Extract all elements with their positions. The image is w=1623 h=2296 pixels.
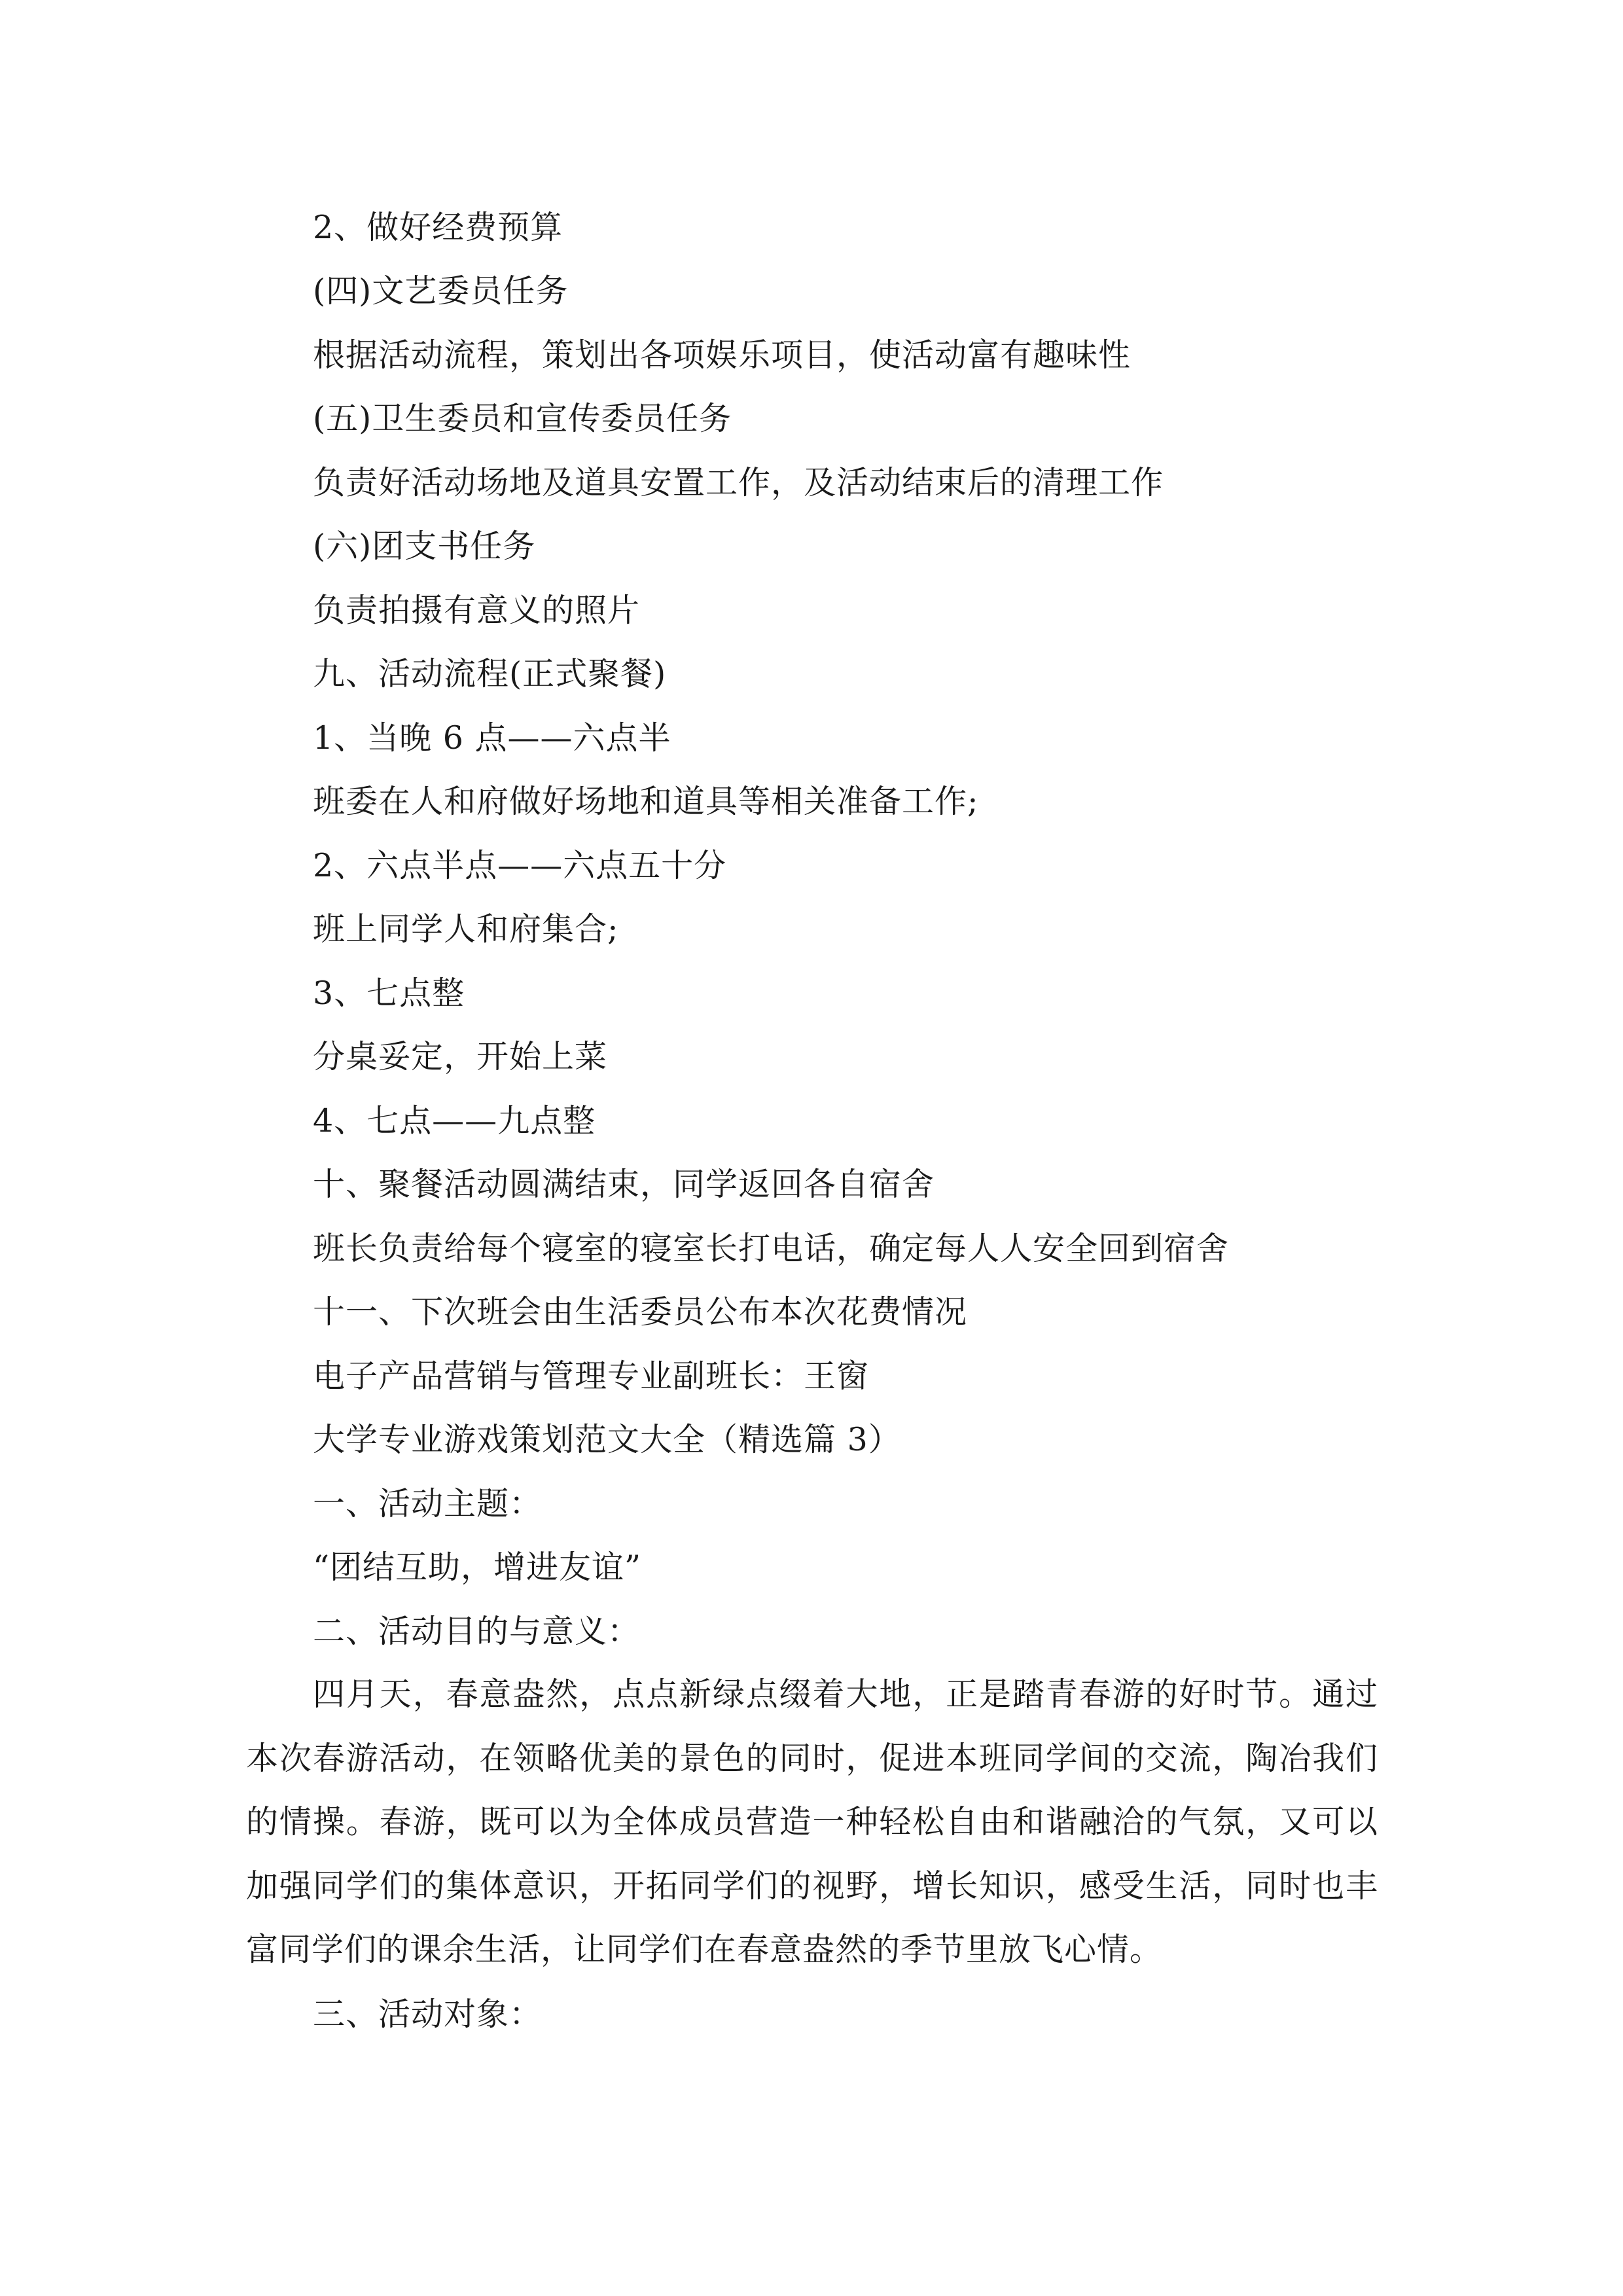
text-line: (六)团支书任务 <box>313 528 536 565</box>
section-heading: 二、活动目的与意义： <box>313 1613 641 1650</box>
section-heading: 十一、下次班会由生活委员公布本次花费情况 <box>313 1293 968 1331</box>
text-line: 4、七点——九点整 <box>313 1102 596 1139</box>
text-line: 根据活动流程，策划出各项娱乐项目，使活动富有趣味性 <box>313 336 1132 374</box>
body-paragraph: 四月天，春意盎然，点点新绿点缀着大地，正是踏青春游的好时节。通过本次春游活动，在领略优美的景色的同时，促进本班同学间的交流，陶冶我们的情操。春游，既可以为全体成员营造一种轻松自由和谐融洽的气氛，又可以加强同学们的集体意识，开拓同学们的视野，增长知识，感受生活，同时也丰富同学们的课余生活，让同学们在春意盎然的季节里放飞心情。 <box>246 1676 1378 1968</box>
text-line: 1、当晚 6 点——六点半 <box>313 719 671 757</box>
section-heading: 九、活动流程(正式聚餐) <box>313 655 667 692</box>
text-line: 2、六点半点——六点五十分 <box>313 847 727 884</box>
text-line: (四)文艺委员任务 <box>313 272 569 310</box>
text-line: 班上同学人和府集合; <box>313 910 619 948</box>
section-heading: 三、活动对象： <box>313 1996 543 2033</box>
section-heading: 一、活动主题： <box>313 1485 543 1522</box>
document-title: 大学专业游戏策划范文大全（精选篇 3） <box>313 1421 901 1458</box>
text-line: 分桌妥定，开始上菜 <box>313 1038 608 1075</box>
text-line: 3、七点整 <box>313 975 465 1012</box>
text-line: 负责好活动场地及道具安置工作，及活动结束后的清理工作 <box>313 464 1164 501</box>
text-line: 2、做好经费预算 <box>313 209 563 246</box>
section-heading: 十、聚餐活动圆满结束，同学返回各自宿舍 <box>313 1166 935 1203</box>
text-line: 负责拍摄有意义的照片 <box>313 592 641 629</box>
signature-line: 电子产品营销与管理专业副班长：王窗 <box>313 1357 870 1395</box>
text-line: 班长负责给每个寝室的寝室长打电话，确定每人人安全回到宿舍 <box>313 1230 1230 1267</box>
text-line: 班委在人和府做好场地和道具等相关准备工作; <box>313 783 979 820</box>
theme-text: “团结互助，增进友谊” <box>313 1549 642 1586</box>
text-line: (五)卫生委员和宣传委员任务 <box>313 400 732 437</box>
